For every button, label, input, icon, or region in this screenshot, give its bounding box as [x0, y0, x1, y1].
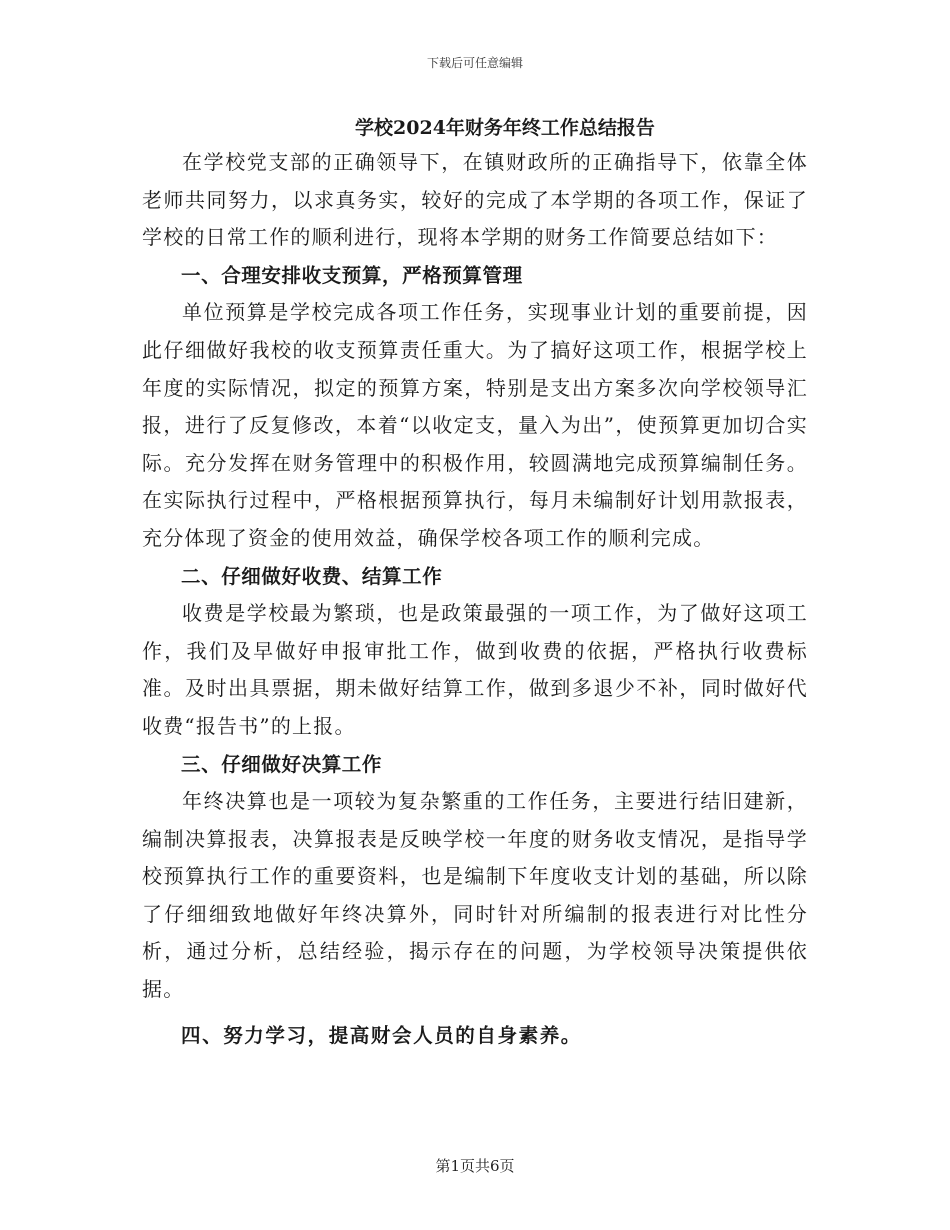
document-title: 学校2024年财务年终工作总结报告 [355, 117, 655, 139]
intro-paragraph: 在学校党支部的正确领导下，在镇财政所的正确指导下，依靠全体老师共同努力，以求真务实，较好的完成了本学期的各项工作，保证了学校的日常工作的顺利进行，现将本学期的财务工作简要总结如下： [142, 150, 808, 250]
section-3-heading: 三、仔细做好决算工作 [181, 752, 383, 776]
section-3-body: 年终决算也是一项较为复杂繁重的工作任务，主要进行结旧建新，编制决算报表，决算报表是反映学校一年度的财务收支情况，是指导学校预算执行工作的重要资料，也是编制下年度收支计划的基础，所以除了仔细细致地做好年终决算外，同时针对所编制的报表进行对比性分析，通过分析，总结经验，揭示存在的问题，为学校领导决策提供依据。 [142, 789, 808, 1002]
section-2-body: 收费是学校最为繁琐，也是政策最强的一项工作，为了做好这项工作，我们及早做好申报审批工作，做到收费的依据，严格执行收费标准。及时出具票据，期未做好结算工作，做到多退少不补，同时做好代收费“报告书”的上报。 [142, 601, 808, 738]
page-footer: 第1页共6页 [435, 1157, 515, 1175]
document-body [142, 112, 808, 1054]
section-1-heading: 一、合理安排收支预算，严格预算管理 [181, 263, 523, 287]
section-4-heading: 四、努力学习，提高财会人员的自身素养。 [181, 1023, 582, 1047]
section-1-body: 单位预算是学校完成各项工作任务，实现事业计划的重要前提，因此仔细做好我校的收支预算责任重大。为了搞好这项工作，根据学校上年度的实际情况，拟定的预算方案，特别是支出方案多次向学校领导汇报，进行了反复修改，本着“以收定支，量入为出”，使预算更加切合实际。充分发挥在财务管理中的积极作用，较圆满地完成预算编制任务。在实际执行过程中，严格根据预算执行，每月未编制好计划用款报表，充分体现了资金的使用效益，确保学校各项工作的顺利完成。 [142, 300, 808, 550]
section-2-heading: 二、仔细做好收费、结算工作 [181, 564, 443, 588]
header-note: 下载后可任意编辑 [426, 56, 523, 70]
